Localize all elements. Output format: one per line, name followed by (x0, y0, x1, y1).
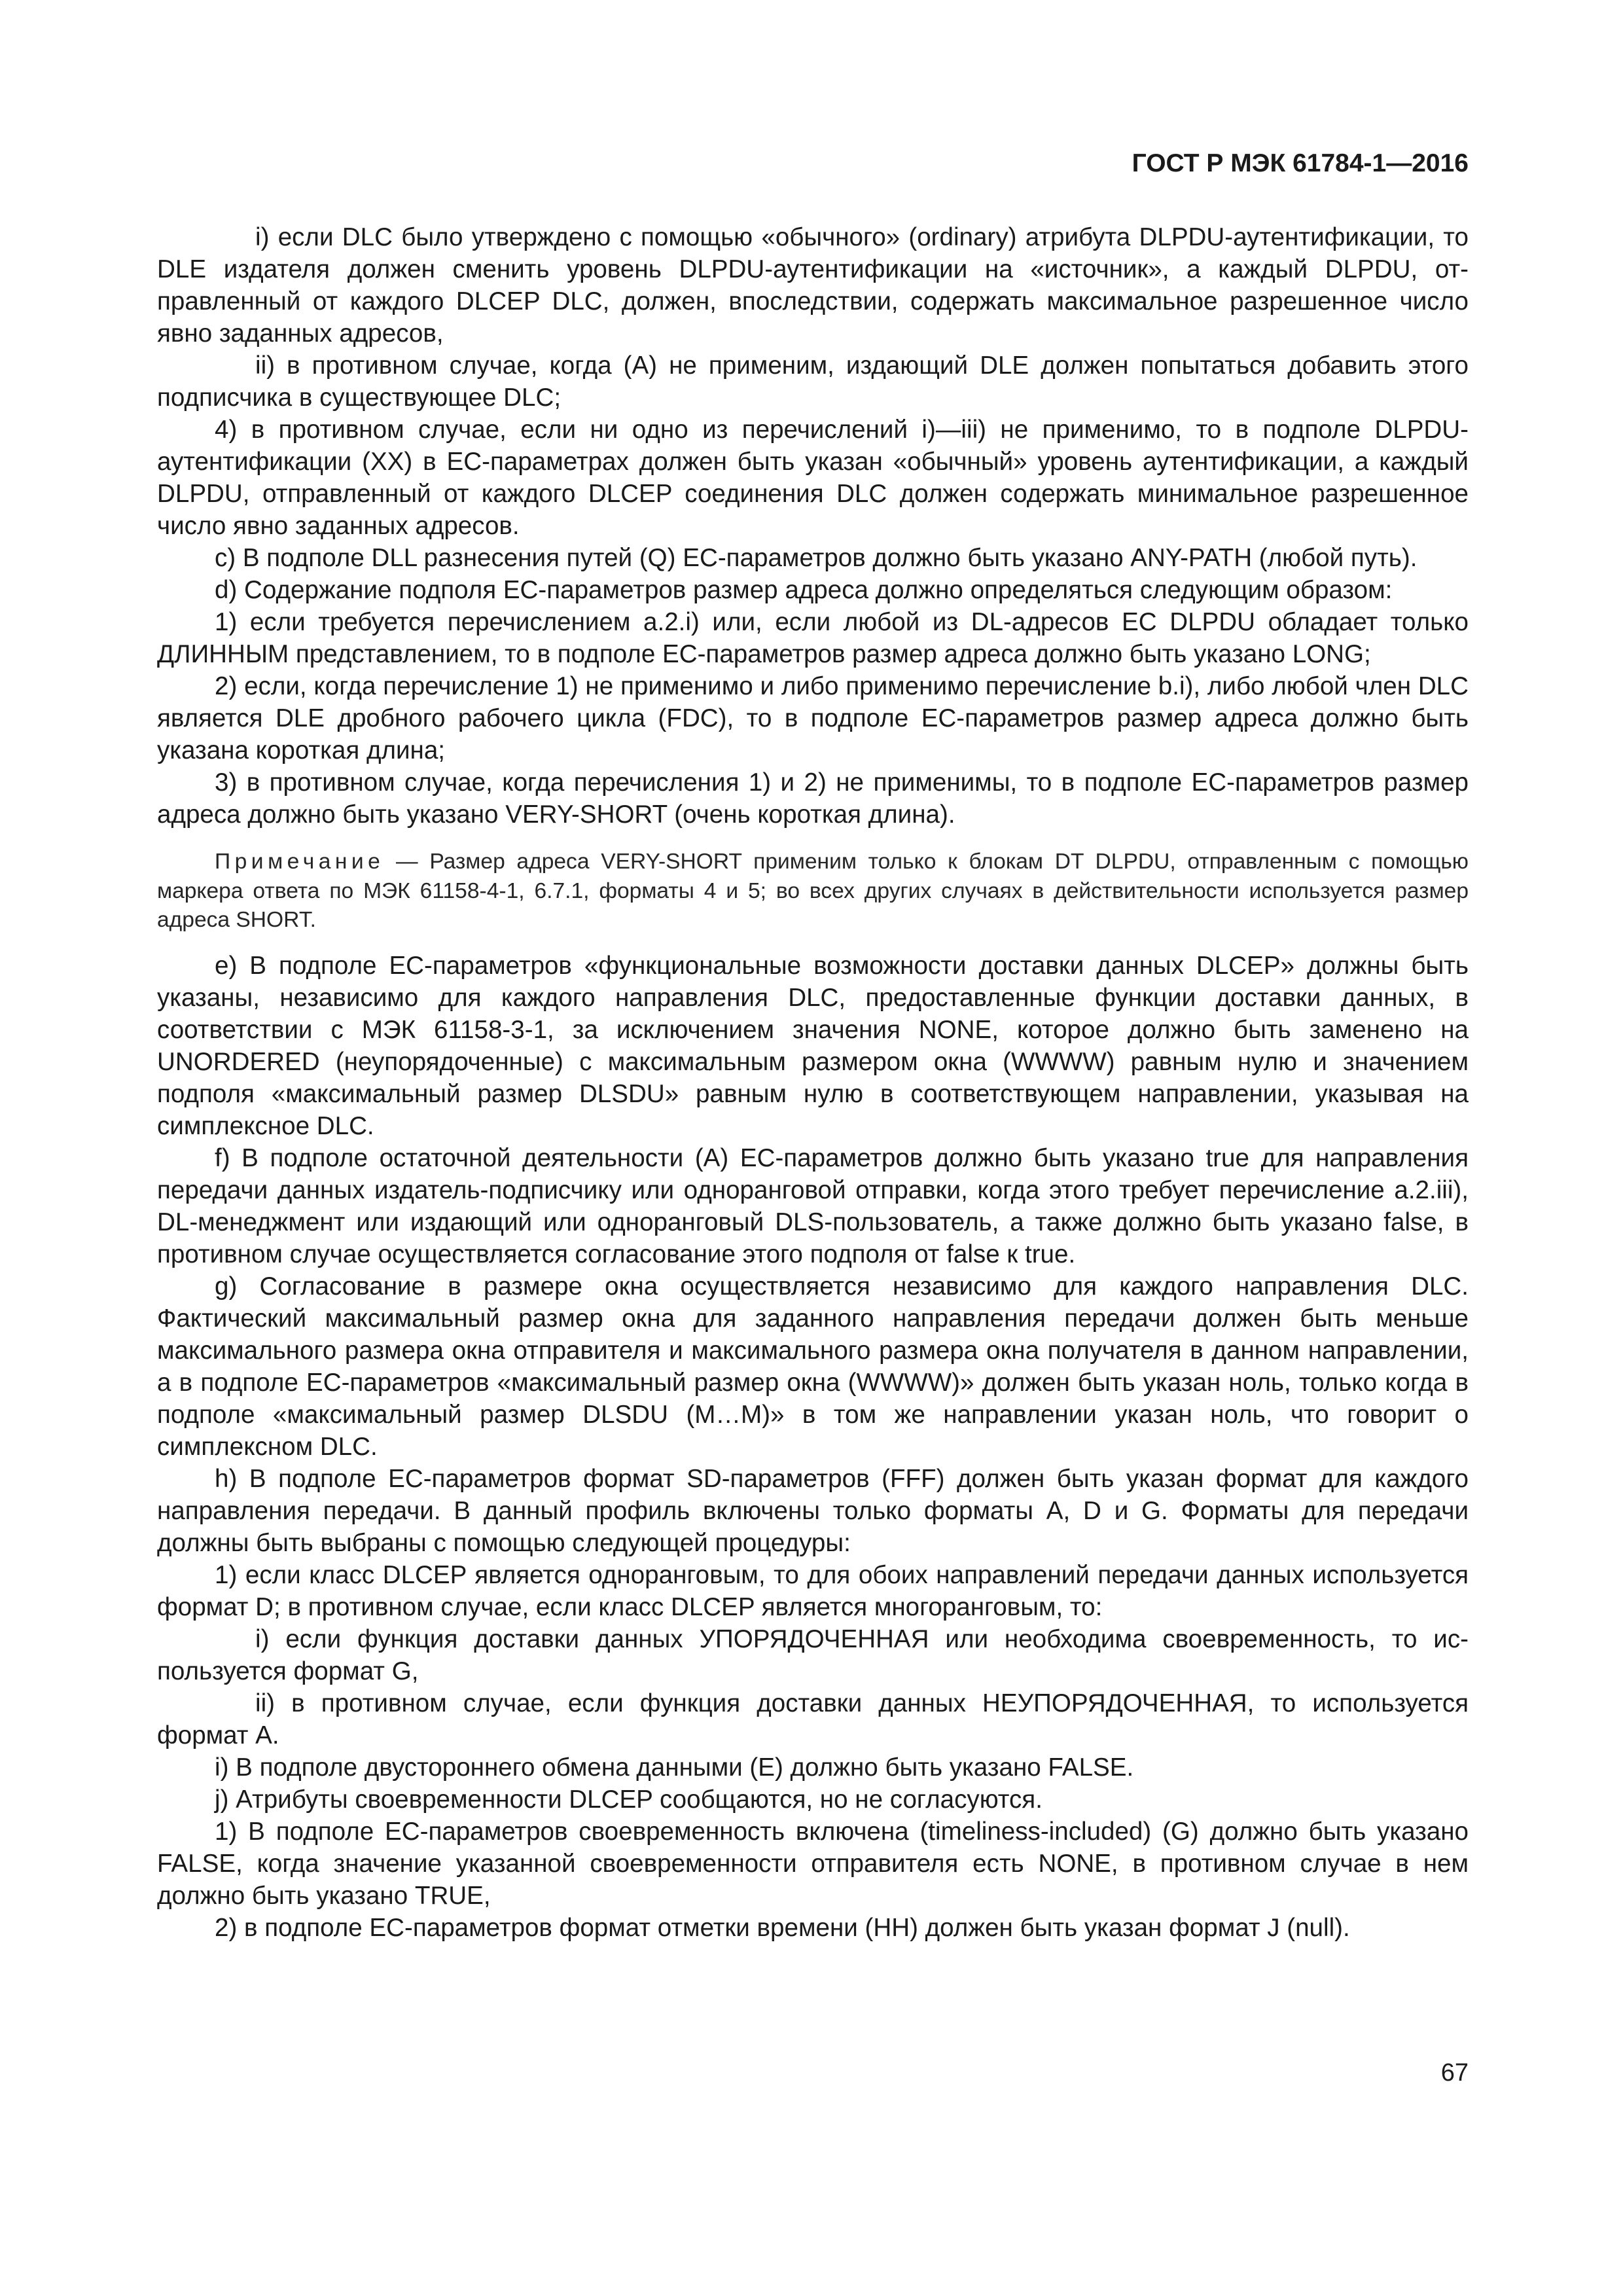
paragraph: h) В подполе EC-параметров формат SD-параметров (FFF) должен быть указан формат для каждого направления передачи. В данный профиль включены только форматы A, D и G. Форматы для передачи должны быть выбраны с помощью следующей процедуры: (157, 1464, 1469, 1557)
paragraph: j) Атрибуты своевременности DLCEP сообщаются, но не согласуются. (215, 1785, 1043, 1814)
paragraph: i) если DLC было утверждено с помощью «обычного» (ordinary) атрибута DLPDU-аутентификации, то DLE издателя должен сменить уровень DLPDU-аутентификации на «источник», а каждый DLPDU, отправленный от каждого DLCEP DLC, должен, впоследствии, содержать максимальное разрешенное число явно заданных адресов, (157, 223, 1469, 348)
paragraph: f) В подполе остаточной деятельности (A) EC-параметров должно быть указано true для направления передачи данных издатель-подписчику или одноранговой отправки, когда этого требует перечисление a.2.iii), DL-менеджмент или издающий или одноранговый DLS-пользователь, а также должно быть указано false, в противном случае осуществляется согласование этого подполя от false к true. (157, 1143, 1469, 1268)
paragraph: i) В подполе двустороннего обмена данными (E) должно быть указано FALSE. (215, 1753, 1134, 1782)
paragraph: 1) если требуется перечислением a.2.i) или, если любой из DL-адресов EC DLPDU обладает только ДЛИННЫМ представлением, то в подполе EC-параметров размер адреса должно быть указано LONG; (157, 608, 1469, 668)
note (157, 848, 1469, 935)
paragraph: c) В подполе DLL разнесения путей (Q) EC-параметров должно быть указано ANY-PATH (любой путь). (215, 544, 1418, 572)
note-label: Примечание (215, 850, 385, 874)
paragraph: 2) в подполе EC-параметров формат отметки времени (HH) должен быть указан формат J (null). (215, 1913, 1350, 1942)
paragraph: 2) если, когда перечисление 1) не применимо и либо применимо перечисление b.i), либо любой член DLC является DLE дробного рабочего цикла (FDC), то в подполе EC-параметров размер адреса должно быть указана короткая длина; (157, 672, 1469, 764)
paragraph: g) Согласование в размере окна осуществляется независимо для каждого направления DLC. Фактический максимальный размер окна для заданного направления передачи должен быть меньше максимального размера окна отправителя и максимального размера окна получателя в данном направлении, а в подполе EC-параметров «максимальный размер окна (WWWW)» должен быть указан ноль, только когда в подполе «максимальный размер DLSDU (M…M)» в том же направлении указан ноль, что говорит о симплексном DLC. (157, 1272, 1469, 1461)
paragraph: d) Содержание подполя EC-параметров размер адреса должно определяться следующим образом: (215, 576, 1393, 604)
paragraph: i) если функция доставки данных УПОРЯДОЧЕННАЯ или необходима своевременность, то используется формат G, (157, 1624, 1469, 1685)
paragraph: 3) в противном случае, когда перечисления 1) и 2) не применимы, то в подполе EC-параметров размер адреса должно быть указано VERY-SHORT (очень короткая длина). (157, 768, 1469, 829)
note-text: — Размер адреса VERY-SHORT применим только к блокам DT DLPDU, отправленным с помощью маркера ответа по МЭК 61158-4-1, 6.7.1, форматы 4 и 5; во всех других случаях в действительности используется размер адреса SHORT. (157, 850, 1469, 932)
paragraph: ii) в противном случае, если функция доставки данных НЕУПОРЯДОЧЕННАЯ, то используется формат A. (157, 1689, 1469, 1749)
paragraph: 1) В подполе EC-параметров своевременность включена (timeliness-included) (G) должно быть указано FALSE, когда значение указанной своевременности отправителя есть NONE, в противном случае в нем должно быть указано TRUE, (157, 1817, 1469, 1910)
paragraph: 4) в противном случае, если ни одно из перечислений i)—iii) не применимо, то в подполе DLPDU-аутентификации (XX) в EC-параметрах должен быть указан «обычный» уровень аутентификации, а каждый DLPDU, отправленный от каждого DLCEP соединения DLC должен содержать минимальное разрешенное число явно заданных адресов. (157, 416, 1469, 540)
document-header: ГОСТ Р МЭК 61784-1—2016 (1132, 149, 1469, 177)
paragraph: ii) в противном случае, когда (A) не применим, издающий DLE должен попытаться добавить этого подписчика в существующее DLC; (157, 351, 1469, 412)
paragraph: 1) если класс DLCEP является одноранговым, то для обоих направлений передачи данных используется формат D; в противном случае, если класс DLCEP является многоранговым, то: (157, 1560, 1469, 1621)
page-number: 67 (1440, 2059, 1469, 2087)
document-body (157, 221, 1469, 1944)
paragraph: e) В подполе EC-параметров «функциональные возможности доставки данных DLCEP» должны быть указаны, независимо для каждого направления DLC, предоставленные функции доставки данных, в соответствии с МЭК 61158-3-1, за исключением значения NONE, которое должно быть заменено на UNORDERED (неупорядоченные) с максимальным размером окна (WWWW) равным нулю и значением подполя «максимальный размер DLSDU» равным нулю в соответствующем направлении, указывая на симплексное DLC. (157, 951, 1469, 1140)
